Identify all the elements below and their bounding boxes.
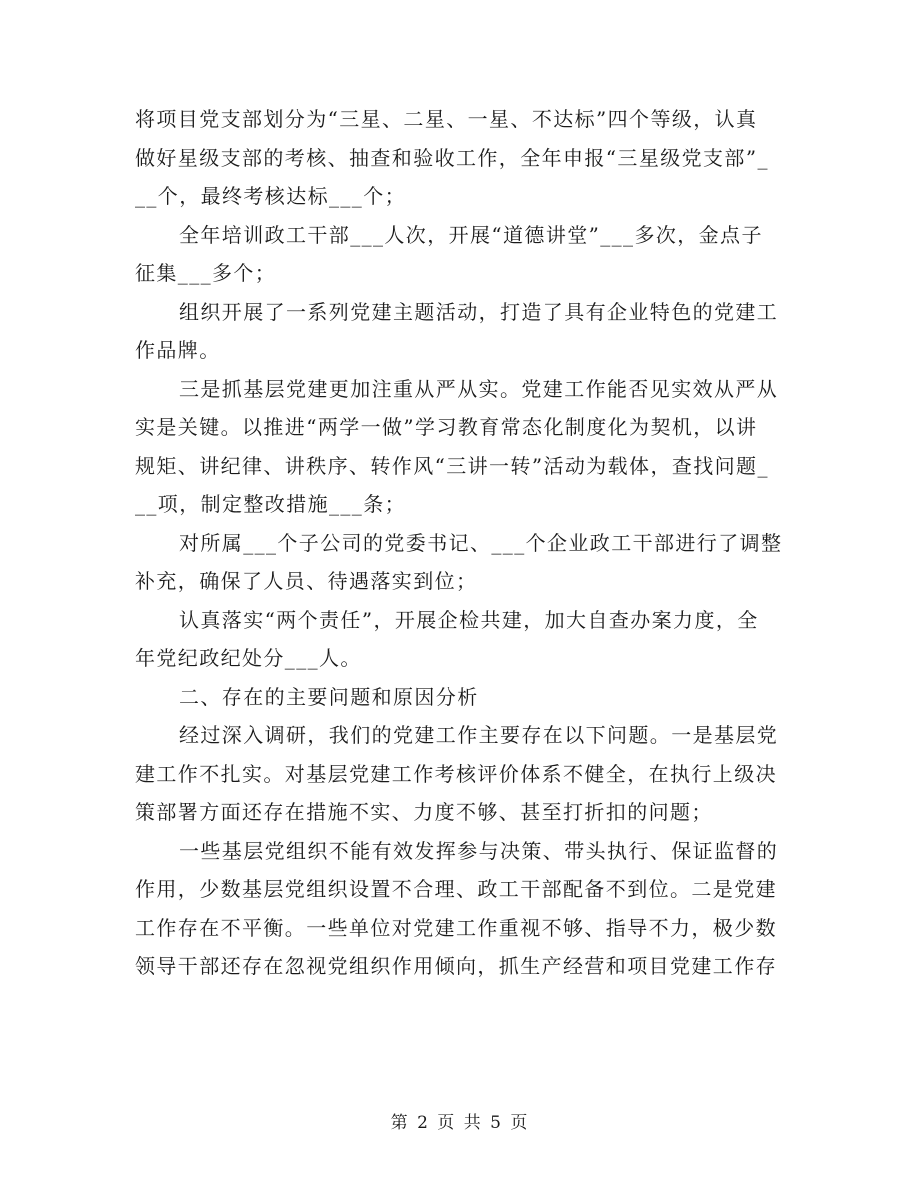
paragraph-start: 认真落实“两个责任”，开展企检共建，加大自查办案力度，全: [179, 607, 759, 632]
paragraph-start: 对所属___个子公司的党委书记、___个企业政工干部进行了调整: [179, 530, 783, 555]
text-line: 工作存在不平衡。一些单位对党建工作重视不够、指导不力，极少数: [135, 915, 777, 940]
text-line: 作用，少数基层党组织设置不合理、政工干部配备不到位。二是党建: [135, 877, 777, 901]
section-heading: 二、存在的主要问题和原因分析: [179, 684, 479, 709]
text-line: 领导干部还存在忽视党组织作用倾向，抓生产经营和项目党建工作存: [135, 954, 777, 978]
text-line: 将项目党支部划分为“三星、二星、一星、不达标”四个等级，认真: [135, 107, 758, 131]
text-line: 做好星级支部的考核、抽查和验收工作，全年申报“三星级党支部”_: [135, 145, 769, 170]
paragraph-start: 三是抓基层党建更加注重从严从实。党建工作能否见实效从严从: [179, 376, 779, 401]
text-line: __个，最终考核达标___个；: [135, 184, 406, 208]
document-body: [135, 100, 785, 986]
text-line: 补充，确保了人员、待遇落实到位；: [135, 569, 478, 593]
paragraph-start: 经过深入调研，我们的党建工作主要存在以下问题。一是基层党: [179, 723, 779, 747]
paragraph-start: 全年培训政工干部___人次，开展“道德讲堂”___多次，金点子: [179, 222, 763, 247]
text-line: 年党纪政纪处分___人。: [135, 646, 362, 670]
page-number: 第 2 页 共 5 页: [390, 1113, 530, 1133]
text-line: 征集___多个；: [135, 261, 277, 285]
text-line: 策部署方面还存在措施不实、力度不够、甚至打折扣的问题；: [135, 800, 713, 824]
text-line: 作品牌。: [135, 338, 221, 362]
paragraph-start: 组织开展了一系列党建主题活动，打造了具有企业特色的党建工: [179, 299, 779, 324]
text-line: 实是关键。以推进“两学一做”学习教育常态化制度化为契机，以讲: [135, 415, 758, 439]
paragraph-start: 一些基层党组织不能有效发挥参与决策、带头执行、保证监督的: [179, 838, 779, 863]
text-line: __项，制定整改措施___条；: [135, 492, 406, 516]
text-line: 建工作不扎实。对基层党建工作考核评价体系不健全，在执行上级决: [135, 761, 777, 786]
text-line: 规矩、讲纪律、讲秩序、转作风“三讲一转”活动为载体，查找问题_: [135, 453, 769, 478]
